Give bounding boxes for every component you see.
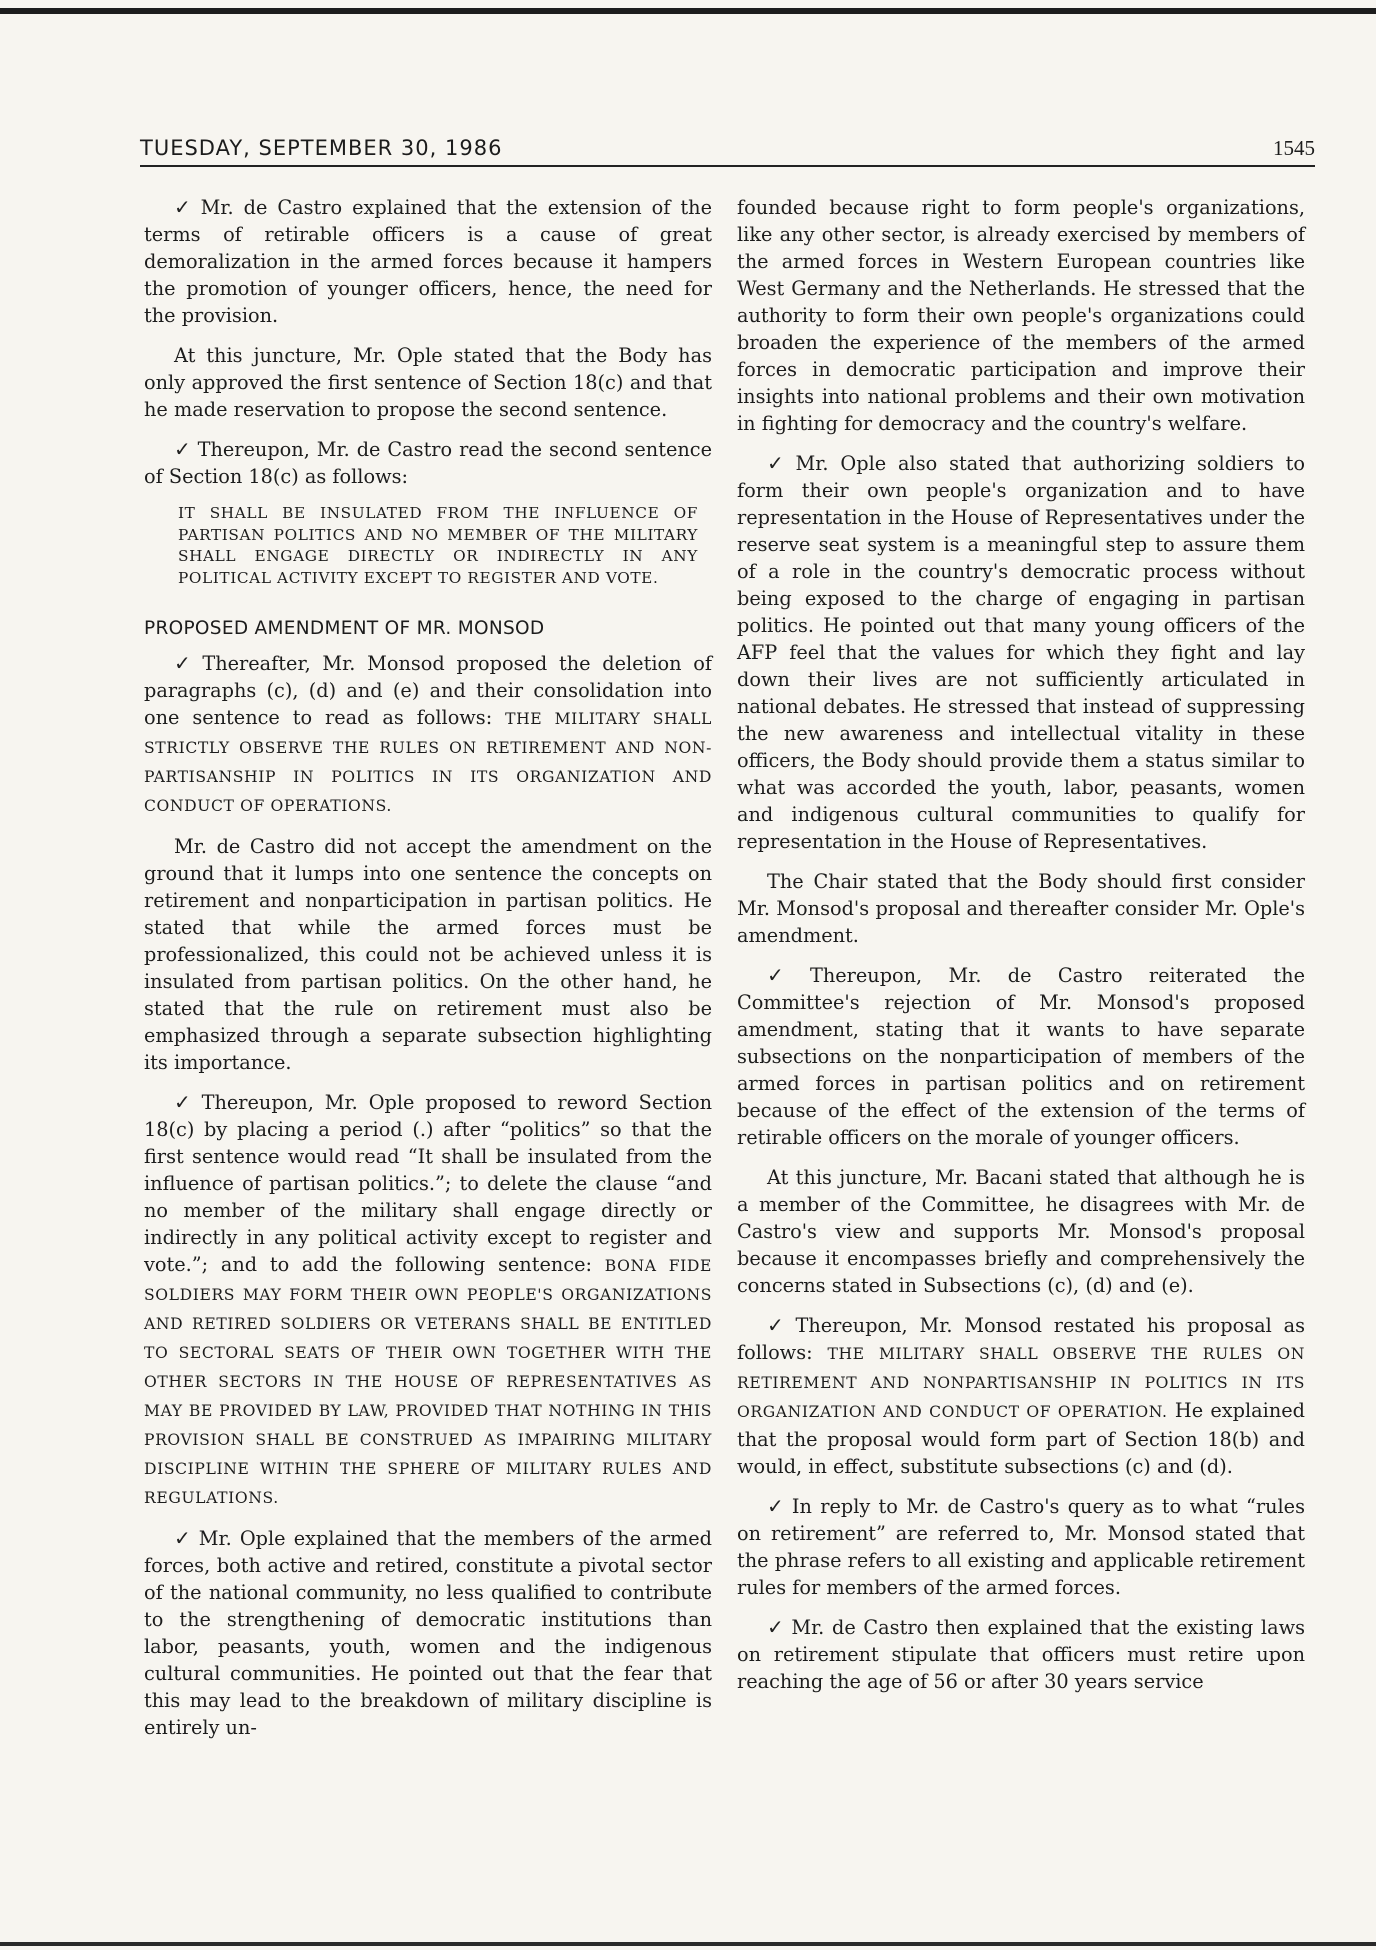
page-header: [140, 136, 1315, 167]
check-mark-icon: ✓: [174, 1090, 196, 1114]
check-mark-icon: ✓: [767, 1494, 786, 1518]
right-column: [737, 194, 1305, 1708]
paragraph: At this juncture, Mr. Bacani stated that although he is a member of the Committee, he disagrees with Mr. de Castro's view and supports Mr. Monsod's proposal because it encompasses briefly and comprehensively the concerns stated in Subsections (c), (d) and (e).: [737, 1166, 1305, 1297]
check-mark-icon: ✓: [767, 1615, 786, 1639]
paragraph: Mr. de Castro did not accept the amendment on the ground that it lumps into one sentence the concepts on retirement and nonparticipation in partisan politics. He stated that while the armed forces must be professionalized, this could not be achieved unless it is insulated from partisan politics. On the other hand, he stated that the rule on retirement must also be emphasized through a separate subsection highlighting its importance.: [144, 835, 712, 1074]
paragraph: ✓ Mr. de Castro explained that the extension of the terms of retirable officers is a cause of great demoralization in the armed forces because it hampers the promotion of younger officers, hence, the need for the provision.: [144, 195, 712, 327]
top-border: [0, 8, 1376, 14]
paragraph: ✓ Thereupon, Mr. Ople proposed to reword Section 18(c) by placing a period (.) after “politics” so that the first sentence would read “It shall be insulated from the influence of partisan politics.”; to delete the clause “and no member of the military shall engage directly or indirectly in any political activity except to register and vote.”; and to add the following sentence: BONA FIDE SOLDIERS MAY FORM THEIR OWN PEOPLE'S ORGANIZATIONS AND RETIRED SOLDIERS OR VETERANS SHALL BE ENTITLED TO SECTORAL SEATS OF THEIR OWN TOGETHER WITH THE OTHER SECTORS IN THE HOUSE OF REPRESENTATIVES AS MAY BE PROVIDED BY LAW, PROVIDED THAT NOTHING IN THIS PROVISION SHALL BE CONSTRUED AS IMPAIRING MILITARY DISCIPLINE WITHIN THE SPHERE OF MILITARY RULES AND REGULATIONS.: [144, 1090, 713, 1507]
page-number: 1545: [1273, 136, 1315, 160]
left-column: [144, 194, 712, 1754]
paragraph: founded because right to form people's organizations, like any other sector, is already exercised by members of the armed forces in Western European countries like West Germany and the Netherlands. He stressed that the authority to form their own people's organizations could broaden the experience of the members of the armed forces in democratic participation and improve their insights into national problems and their own motivation in fighting for democracy and the country's welfare.: [737, 196, 1305, 435]
paragraph: ✓ Mr. Ople also stated that authorizing soldiers to form their own people's organization and to have representation in the House of Representatives under the reserve seat system is a meaningful step to assure them of a role in the country's democratic process without being exposed to the charge of engaging in partisan politics. He pointed out that many young officers of the AFP feel that the values for which they fight and lay down their lives are not sufficiently articulated in national debates. He stressed that instead of suppressing the new awareness and intellectual vitality in these officers, the Body should provide them a status similar to what was accorded the youth, labor, peasants, women and indigenous cultural communities to qualify for representation in the House of Representatives.: [737, 451, 1306, 853]
paragraph: ✓ Mr. Ople explained that the members of the armed forces, both active and retired, constitute a pivotal sector of the national community, no less qualified to contribute to the strengthening of democratic institutions than labor, peasants, youth, women and the indigenous cultural communities. He pointed out that the fear that this may lead to the breakdown of military discipline is entirely un-: [144, 1526, 712, 1739]
paragraph: ✓ Mr. de Castro then explained that the existing laws on retirement stipulate that officers must retire upon reaching the age of 56 or after 30 years service: [737, 1615, 1305, 1693]
paragraph: ✓ Thereafter, Mr. Monsod proposed the deletion of paragraphs (c), (d) and (e) and their consolidation into one sentence to read as follows: THE MILITARY SHALL STRICTLY OBSERVE THE RULES ON RETIREMENT AND NON-PARTISANSHIP IN POLITICS IN ITS ORGANIZATION AND CONDUCT OF OPERATIONS.: [144, 651, 712, 815]
paragraph: ✓ In reply to Mr. de Castro's query as to what “rules on retirement” are referred to, Mr. Monsod stated that the phrase refers to all existing and applicable retirement rules for members of the armed forces.: [737, 1494, 1305, 1599]
check-mark-icon: ✓: [174, 651, 197, 675]
header-date: TUESDAY, SEPTEMBER 30, 1986: [140, 136, 503, 160]
paragraph: ✓ Thereupon, Mr. Monsod restated his proposal as follows: THE MILITARY SHALL OBSERVE THE RULES ON RETIREMENT AND NONPARTISANSHIP IN POLITICS IN ITS ORGANIZATION AND CONDUCT OF OPERATION. He explained that the proposal would form part of Section 18(b) and would, in effect, substitute subsections (c) and (d).: [737, 1313, 1305, 1478]
check-mark-icon: ✓: [767, 1313, 790, 1337]
paragraph: ✓ Thereupon, Mr. de Castro reiterated the Committee's rejection of Mr. Monsod's proposed amendment, stating that it wants to have separate subsections on the nonparticipation of members of the armed forces in partisan politics and on retirement because of the effect of the extension of the terms of retirable officers on the morale of younger officers.: [737, 963, 1305, 1149]
paragraph: At this juncture, Mr. Ople stated that the Body has only approved the first sentence of Section 18(c) and that he made reservation to propose the second sentence.: [144, 344, 712, 421]
paragraph: ✓ Thereupon, Mr. de Castro read the second sentence of Section 18(c) as follows:: [144, 437, 712, 488]
check-mark-icon: ✓: [767, 451, 790, 475]
check-mark-icon: ✓: [174, 1526, 193, 1550]
quoted-provision: IT SHALL BE INSULATED FROM THE INFLUENCE OF PARTISAN POLITICS AND NO MEMBER OF THE MILITARY SHALL ENGAGE DIRECTLY OR INDIRECTLY IN ANY POLITICAL ACTIVITY EXCEPT TO REGISTER AND VOTE.: [178, 504, 698, 587]
bottom-border: [0, 1942, 1376, 1946]
check-mark-icon: ✓: [174, 195, 195, 219]
paragraph: The Chair stated that the Body should first consider Mr. Monsod's proposal and thereafter consider Mr. Ople's amendment.: [737, 870, 1305, 947]
section-heading: PROPOSED AMENDMENT OF MR. MONSOD: [144, 618, 545, 639]
check-mark-icon: ✓: [767, 963, 804, 987]
check-mark-icon: ✓: [174, 437, 192, 461]
